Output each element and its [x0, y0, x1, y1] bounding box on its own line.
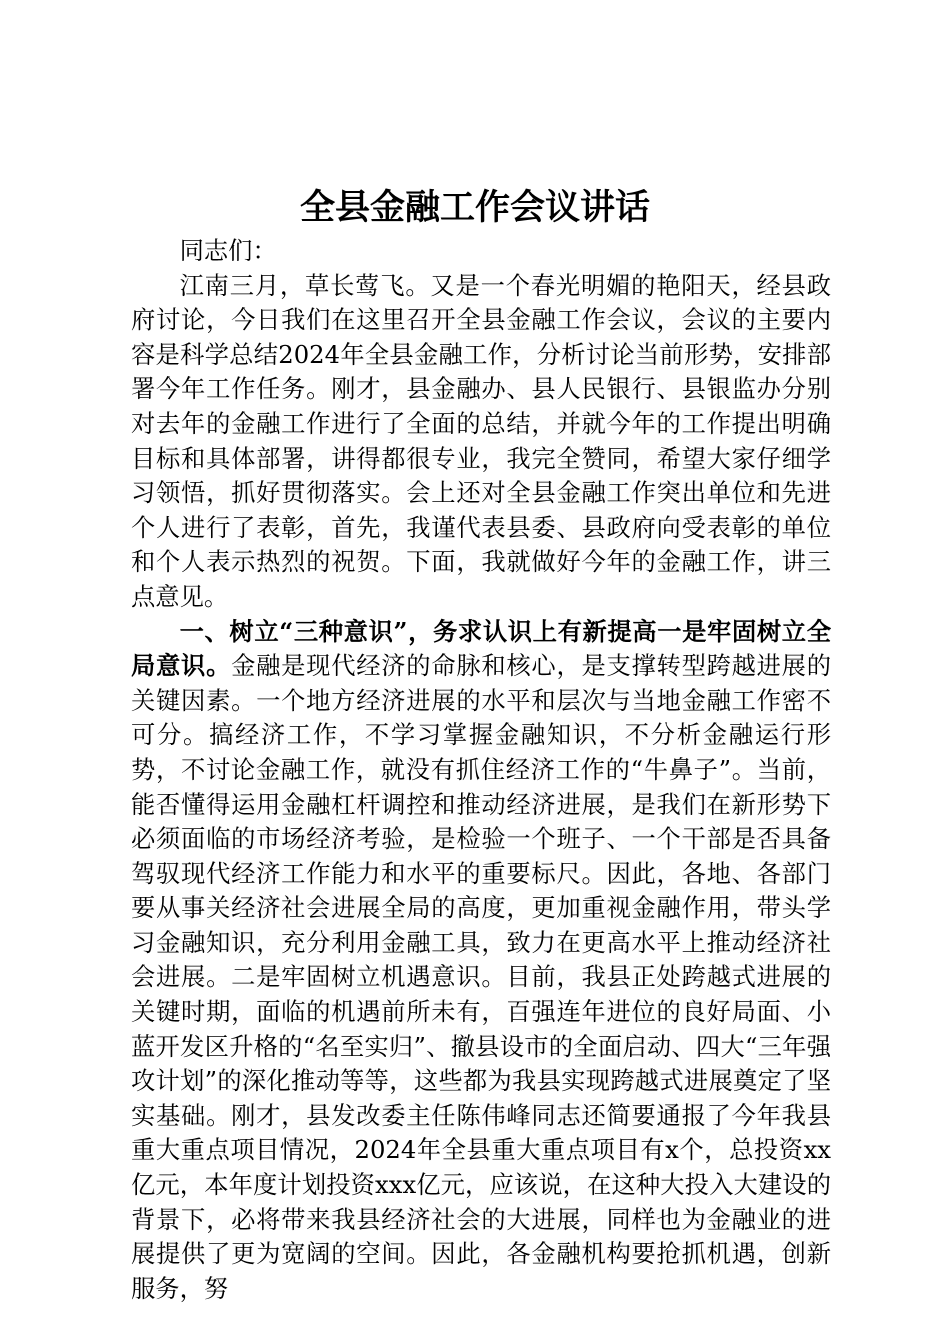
- paragraph-section-1: [131, 615, 831, 1307]
- section-1-heading: 一、树立“三种意识”，务求认识上有新提高一是牢固树立全局意识。: [131, 616, 831, 681]
- document-title: 全县金融工作会议讲话: [299, 187, 650, 228]
- salutation: 同志们：: [179, 236, 277, 265]
- paragraph-intro: 江南三月，草长莺飞。又是一个春光明媚的艳阳天，经县政府讨论，今日我们在这里召开全县金融工作会议，会议的主要内容是科学总结2024年全县金融工作，分析讨论当前形势，安排部署今年工作任务。刚才，县金融办、县人民银行、县银监办分别对去年的金融工作进行了全面的总结，并就今年的工作提出明确目标和具体部署，讲得都很专业，我完全赞同，希望大家仔细学习领悟，抓好贯彻落实。会上还对全县金融工作突出单位和先进个人进行了表彰，首先，我谨代表县委、县政府向受表彰的单位和个人表示热烈的祝贺。下面，我就做好今年的金融工作，讲三点意见。: [131, 270, 831, 611]
- section-1-body: 金融是现代经济的命脉和核心，是支撑转型跨越进展的关键因素。一个地方经济进展的水平和层次与当地金融工作密不可分。搞经济工作，不学习掌握金融知识，不分析金融运行形势，不讨论金融工作，就没有抓住经济工作的“牛鼻子”。当前，能否懂得运用金融杠杆调控和推动经济进展，是我们在新形势下必须面临的市场经济考验，是检验一个班子、一个干部是否具备驾驭现代经济工作能力和水平的重要标尺。因此，各地、各部门要从事关经济社会进展全局的高度，更加重视金融作用，带头学习金融知识，充分利用金融工具，致力在更高水平上推动经济社会进展。二是牢固树立机遇意识。目前，我县正处跨越式进展的关键时期，面临的机遇前所未有，百强连年进位的良好局面、小蓝开发区升格的“名至实归”、撤县设市的全面启动、四大“三年强攻计划”的深化推动等等，这些都为我县实现跨越式进展奠定了坚实基础。刚才，县发改委主任陈伟峰同志还简要通报了今年我县重大重点项目情况，2024年全县重大重点项目有x个，总投资xx亿元，本年度计划投资xxx亿元，应该说，在这种大投入大建设的背景下，必将带来我县经济社会的大进展，同样也为金融业的进展提供了更为宽阔的空间。因此，各金融机构要抢抓机遇，创新服务，努: [131, 651, 832, 1303]
- document-body: [131, 234, 831, 1306]
